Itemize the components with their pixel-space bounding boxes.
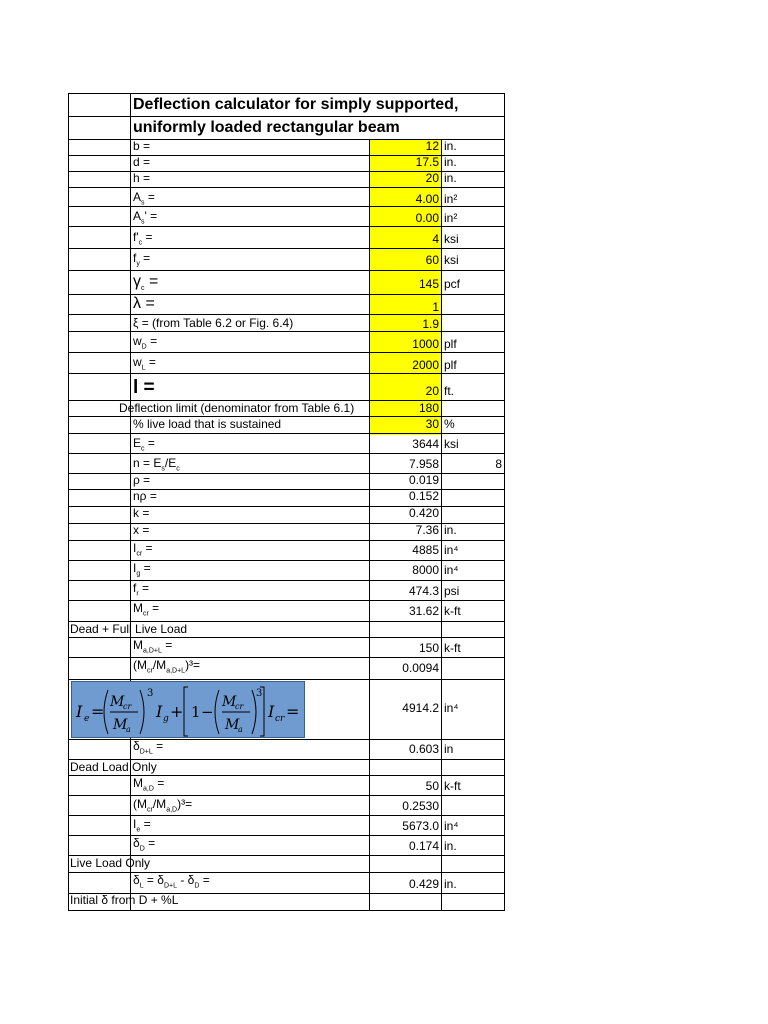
- label-wl: $w_L$ =: [133, 355, 156, 372]
- formula-icr: I: [268, 702, 275, 721]
- label-b: b =: [133, 139, 151, 153]
- value-n: 7.958: [408, 457, 439, 471]
- value-ig: 8000: [412, 563, 439, 577]
- value-ec: 3644: [412, 437, 439, 451]
- formula-one: 1: [191, 703, 201, 721]
- label-ie-d: $I_e$ =: [133, 817, 151, 834]
- unit-sustained: %: [444, 417, 455, 431]
- unit-icr: in⁴: [444, 543, 459, 557]
- label-ratio-dl: $(M_{cr}/M_{a,D+L})^3=$: [133, 658, 201, 675]
- label-fy: $f_y$ =: [133, 251, 151, 268]
- formula-ig: I: [156, 702, 163, 721]
- effective-inertia-formula: [71, 681, 305, 738]
- value-lambda[interactable]: 1: [432, 300, 439, 314]
- value-delta-l: 0.429: [408, 877, 439, 891]
- label-deflection-limit: Deflection limit (denominator from Table 6.1): [119, 401, 355, 415]
- label-as: $A_s$ =: [133, 190, 155, 207]
- unit-ma-dl: k-ft: [444, 641, 461, 655]
- label-span: l =: [133, 377, 155, 398]
- unit-ma-d: k-ft: [444, 779, 461, 793]
- formula-mcr1-sub: cr: [123, 702, 132, 711]
- grid-line: [68, 910, 505, 911]
- value-xi[interactable]: 1.9: [422, 317, 439, 331]
- value-delta-d: 0.174: [408, 839, 439, 853]
- value-ratio-dl: 0.0094: [402, 661, 439, 675]
- formula-icr-sub: cr: [275, 714, 285, 724]
- value-x: 7.36: [415, 523, 439, 537]
- label-delta-dl: $\delta_{D+L}$ =: [133, 739, 164, 756]
- grid-line: [68, 270, 505, 271]
- unit-fy: ksi: [444, 253, 459, 267]
- label-fr: $f_r$ =: [133, 581, 150, 598]
- label-wd: $w_D$ =: [133, 334, 158, 351]
- formula-eq1: =: [91, 702, 105, 721]
- label-icr: $I_{cr}$ =: [133, 541, 153, 558]
- unit-delta-d: in.: [444, 839, 457, 853]
- label-n: $n = E_s/E_c$: [133, 456, 180, 473]
- formula-right-paren-1: [140, 690, 144, 734]
- formula-ma2-sub: a: [238, 725, 243, 734]
- value-ma-d: 50: [425, 779, 439, 793]
- label-mcr: $M_{cr}$ =: [133, 601, 160, 618]
- value-b[interactable]: 12: [425, 139, 439, 153]
- value-ie-d: 5673.0: [402, 819, 439, 833]
- section-initial-deflection: Initial δ from D + %L: [70, 893, 179, 907]
- value-wd[interactable]: 1000: [412, 337, 439, 351]
- unit-fc: ksi: [444, 232, 459, 246]
- section-live-only: Live Load Only: [70, 856, 151, 870]
- value-n-rounded: 8: [495, 457, 502, 471]
- grid-line: [68, 187, 505, 188]
- label-nrho: nρ =: [133, 489, 157, 503]
- formula-ma1: M: [113, 717, 128, 733]
- grid-line: [68, 331, 505, 332]
- formula-plus: +: [170, 702, 184, 721]
- value-delta-dl: 0.603: [408, 742, 439, 756]
- label-sustained: % live load that is sustained: [133, 417, 282, 431]
- label-gamma: $\gamma_c$ =: [133, 273, 159, 293]
- unit-ig: in⁴: [444, 563, 459, 577]
- label-as-prime: $A_s'$ =: [133, 209, 158, 226]
- formula-ma1-sub: a: [126, 725, 131, 734]
- label-lambda: λ =: [133, 295, 155, 312]
- unit-as: in²: [444, 192, 458, 206]
- label-fc: $f'_c$ =: [133, 230, 153, 247]
- unit-wl: plf: [444, 358, 457, 372]
- value-gamma[interactable]: 145: [418, 277, 439, 291]
- value-wl[interactable]: 2000: [412, 358, 439, 372]
- formula-pow2: 3: [256, 688, 263, 699]
- grid-line: [68, 93, 505, 94]
- unit-x: in.: [444, 523, 457, 537]
- value-mcr: 31.62: [408, 604, 439, 618]
- label-d: d =: [133, 155, 151, 169]
- grid-line: [68, 453, 505, 454]
- grid-line: [68, 352, 505, 353]
- label-ec: $E_c$ =: [133, 436, 155, 453]
- formula-ie: I: [76, 702, 83, 721]
- grid-line: [68, 248, 505, 249]
- formula-mcr1: M: [110, 694, 125, 710]
- label-k: k =: [133, 506, 150, 520]
- section-dead-only: Dead Load Only: [70, 760, 157, 774]
- value-span[interactable]: 20: [425, 384, 439, 398]
- label-x: x =: [133, 523, 150, 537]
- unit-gamma: pcf: [444, 277, 461, 291]
- value-icr: 4885: [412, 543, 439, 557]
- unit-as-prime: in²: [444, 211, 458, 225]
- formula-minus: −: [201, 703, 214, 721]
- formula-eq2: =: [286, 702, 300, 721]
- formula-ma2: M: [225, 717, 240, 733]
- value-fr: 474.3: [408, 584, 439, 598]
- value-k: 0.420: [408, 506, 439, 520]
- formula-ig-sub: g: [163, 714, 169, 724]
- unit-ie: in⁴: [444, 701, 459, 715]
- label-xi: ξ = (from Table 6.2 or Fig. 6.4): [133, 316, 294, 330]
- label-rho: ρ =: [133, 473, 151, 487]
- value-nrho: 0.152: [408, 489, 439, 503]
- label-h: h =: [133, 171, 151, 185]
- grid-line: [68, 815, 505, 816]
- value-deflection-limit[interactable]: 180: [418, 401, 439, 415]
- unit-span: ft.: [444, 384, 455, 398]
- label-ratio-d: $(M_{cr}/M_{a,D})^3=$: [133, 797, 193, 814]
- formula-left-paren-2: [215, 690, 219, 734]
- formula-left-bracket: [184, 687, 188, 736]
- value-fy[interactable]: 60: [425, 253, 439, 267]
- unit-mcr: k-ft: [444, 604, 461, 618]
- grid-line: [68, 373, 505, 374]
- title-line-1: Deflection calculator for simply supported,: [133, 96, 459, 113]
- label-ig: $I_g$ =: [133, 561, 151, 578]
- formula-pow1: 3: [147, 688, 154, 699]
- label-delta-d: $\delta_D$ =: [133, 836, 156, 853]
- grid-line: [68, 206, 505, 207]
- unit-fr: psi: [444, 584, 460, 598]
- label-ma-d: $M_{a,D}$ =: [133, 776, 165, 793]
- unit-delta-dl: in: [444, 742, 454, 756]
- value-h[interactable]: 20: [425, 171, 439, 185]
- grid-line: [68, 795, 505, 796]
- formula-mcr2-sub: cr: [235, 702, 244, 711]
- value-sustained[interactable]: 30: [425, 417, 439, 431]
- value-fc[interactable]: 4: [432, 232, 439, 246]
- grid-line: [68, 226, 505, 227]
- unit-b: in.: [444, 139, 457, 153]
- grid-line: [68, 116, 505, 117]
- unit-delta-l: in.: [444, 877, 457, 891]
- grid-line: [68, 433, 505, 434]
- formula-ie-sub: e: [84, 714, 90, 724]
- unit-h: in.: [444, 171, 457, 185]
- label-ma-dl: $M_{a,D+L}$ =: [133, 638, 173, 655]
- section-dead-full-live: Dead + Full Live Load: [70, 622, 188, 636]
- formula-mcr2: M: [222, 694, 237, 710]
- formula-left-paren-1: [104, 690, 108, 734]
- title-line-2: uniformly loaded rectangular beam: [133, 119, 400, 136]
- value-rho: 0.019: [408, 473, 439, 487]
- grid-line: [68, 314, 505, 315]
- value-ratio-d: 0.2530: [402, 799, 439, 813]
- value-ie: 4914.2: [402, 701, 439, 715]
- value-ma-dl: 150: [418, 641, 439, 655]
- grid-line: [68, 679, 505, 680]
- unit-d: in.: [444, 155, 457, 169]
- unit-ie-d: in⁴: [444, 819, 459, 833]
- label-delta-l: $\delta_L = \delta_{D+L} - \delta_D$ =: [133, 873, 210, 890]
- value-as-prime[interactable]: 0.00: [415, 211, 439, 225]
- value-d[interactable]: 17.5: [415, 155, 439, 169]
- value-as[interactable]: 4.00: [415, 192, 439, 206]
- unit-ec: ksi: [444, 437, 459, 451]
- unit-wd: plf: [444, 337, 457, 351]
